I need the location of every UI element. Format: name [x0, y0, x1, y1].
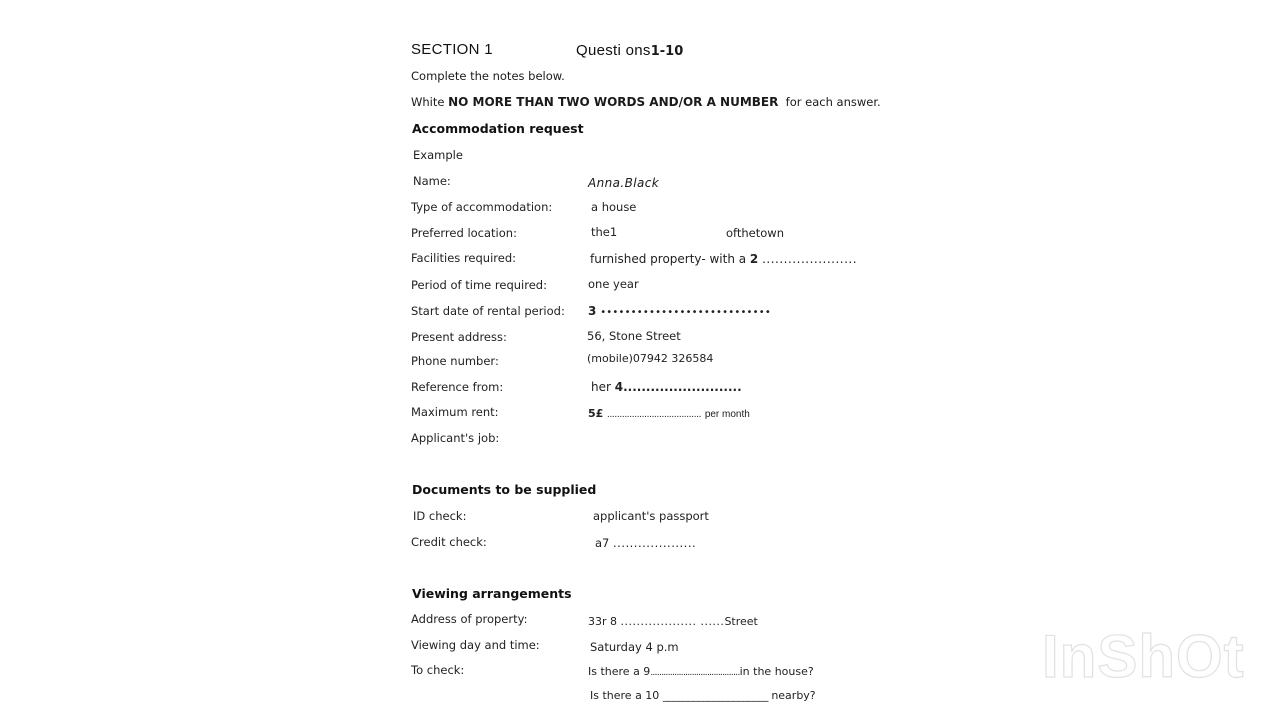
question-8-text: 33r 8 — [588, 615, 618, 628]
property-address-value — [588, 615, 758, 628]
questions-range: 1-10 — [650, 44, 684, 59]
question-3-number: 3 — [588, 304, 597, 318]
location-label: Preferred location: — [411, 226, 517, 240]
applicant-job-label: Applicant's job: — [411, 431, 500, 445]
property-address-label: Address of property: — [411, 612, 528, 626]
question-2-blank[interactable]: ...................... — [762, 252, 858, 266]
question-10-blank[interactable]: _____________________ — [662, 689, 768, 702]
credit-check-value — [595, 536, 696, 550]
question-4-blank[interactable]: .......................... — [623, 380, 742, 394]
question-4-number: 4 — [614, 380, 624, 394]
example-label: Example — [413, 148, 463, 162]
accommodation-heading: Accommodation request — [412, 121, 584, 136]
accommodation-type-label: Type of accommodation: — [411, 200, 553, 214]
question-3-blank[interactable]: •••••••••••••••••••••••••••• — [600, 307, 771, 318]
question-7-blank[interactable]: .................... — [613, 536, 697, 550]
question-2-number: 2 — [749, 252, 759, 266]
location-value-after: ofthetown — [726, 226, 784, 240]
viewing-day-value: Saturday 4 p.m — [590, 640, 679, 654]
period-value: one year — [588, 277, 639, 291]
questions-heading — [576, 40, 683, 59]
instruction-suffix: for each answer. — [785, 95, 881, 109]
to-check-item-10 — [590, 689, 816, 702]
instruction-line-1: Complete the notes below. — [411, 69, 565, 83]
to-check-label: To check: — [411, 663, 465, 677]
viewing-day-label: Viewing day and time: — [411, 638, 540, 652]
present-address-label: Present address: — [411, 330, 507, 344]
question-5-blank[interactable]: ...................................... — [606, 409, 702, 420]
facilities-value — [590, 252, 857, 266]
max-rent-value — [588, 406, 750, 420]
reference-value — [591, 380, 742, 394]
name-label: Name: — [413, 174, 451, 188]
max-rent-label: Maximum rent: — [411, 405, 499, 419]
to-check-item-9 — [588, 665, 814, 678]
start-date-value — [588, 304, 771, 318]
name-value: Anna.Black — [588, 176, 660, 190]
instruction-emphasis: NO MORE THAN TWO WORDS AND/OR A NUMBER — [448, 95, 779, 109]
reference-text: her — [591, 380, 611, 394]
facilities-text: furnished property- with a — [590, 252, 747, 266]
credit-check-label: Credit check: — [411, 535, 487, 549]
inshot-watermark: InShOt — [1042, 623, 1245, 690]
max-rent-suffix: per month — [704, 409, 750, 420]
question-10-text: Is there a 10 — [590, 689, 660, 702]
phone-label: Phone number: — [411, 354, 499, 368]
question-9-blank[interactable]: ......................................... — [650, 667, 740, 678]
question-9-suffix: in the house? — [739, 665, 814, 678]
present-address-value: 56, Stone Street — [587, 329, 681, 343]
documents-heading: Documents to be supplied — [412, 482, 597, 497]
section-title: SECTION 1 — [411, 41, 493, 58]
question-5-number: 5£ — [588, 407, 604, 420]
viewing-heading: Viewing arrangements — [412, 586, 572, 601]
question-9-text: Is there a 9 — [588, 665, 651, 678]
id-check-value: applicant's passport — [593, 509, 709, 523]
reference-label: Reference from: — [411, 380, 504, 394]
question-7-text: a7 — [595, 536, 610, 550]
instruction-prefix: White — [411, 95, 445, 109]
property-address-suffix: Street — [724, 615, 758, 628]
instruction-line-2 — [411, 95, 881, 109]
start-date-label: Start date of rental period: — [411, 304, 565, 318]
location-value: the1 — [591, 225, 618, 239]
question-8-blank[interactable]: ................... ...... — [620, 615, 725, 628]
questions-word: Questi ons — [576, 42, 651, 59]
question-10-suffix: nearby? — [771, 689, 816, 702]
accommodation-type-value: a house — [591, 200, 637, 214]
id-check-label: ID check: — [413, 509, 467, 523]
phone-value: (mobile)07942 326584 — [587, 352, 714, 365]
facilities-label: Facilities required: — [411, 251, 516, 265]
period-label: Period of time required: — [411, 278, 547, 292]
